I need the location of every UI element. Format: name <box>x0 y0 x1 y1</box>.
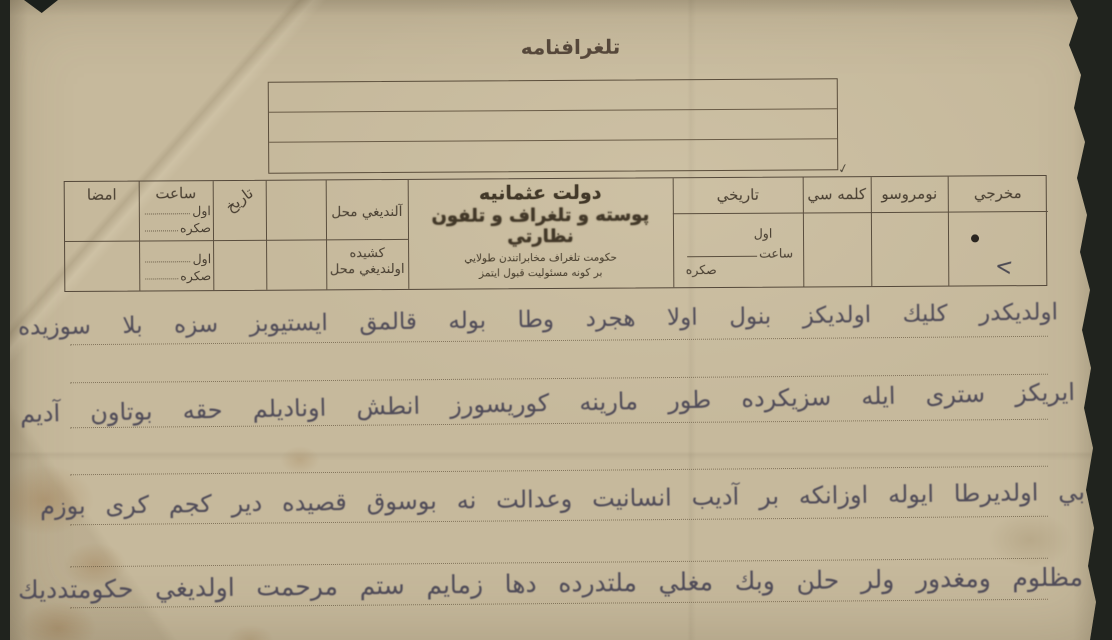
tarihi-evvel-label: اول <box>753 225 773 241</box>
saat-evvel-row <box>141 203 211 218</box>
tarihi-leader-line <box>687 256 757 257</box>
handwritten-line: اولديكدر كليك اولديكز بنول اولا هجرد وطا بوله قالمق ايستيوبز سزه بلا سوزيده <box>17 299 1059 341</box>
dotted-leader <box>145 230 178 231</box>
table-row-divider <box>673 211 1048 214</box>
column-header-imza: امضا <box>86 185 117 204</box>
column-header-tarihi: تاريخي <box>716 185 759 205</box>
handwritten-line: بي اولديرطا ايوله اوزانكه بر آديب انسانيت وعدالت نه بوسوق قصيده دير كجم كرى بوزم <box>39 477 1086 521</box>
saat-evvel-label: اول <box>192 251 212 267</box>
table-divider <box>213 181 215 290</box>
column-header-numerosu: نومروسو <box>881 184 938 204</box>
mahreci-ink-dot <box>971 234 979 242</box>
dotted-leader <box>145 261 190 262</box>
tarihi-sonra-label: صكره <box>685 262 717 278</box>
mahreci-pencil-mark: < <box>993 251 1015 282</box>
address-box-row <box>269 109 837 142</box>
table-row-divider <box>65 239 408 242</box>
column-header-kelimesi: كلمه سي <box>807 185 867 204</box>
handwritten-line: مظلوم ومغدور ولر حلن وبك مغلي ملتدرده دها زمايم ستم مرحمت اولديغي حكومتدديك <box>17 562 1084 605</box>
keside-mahal-line1: كشيده <box>349 246 385 262</box>
crest-disclaimer <box>408 250 673 282</box>
dotted-leader <box>145 213 190 214</box>
ministry-crest-panel <box>408 178 674 289</box>
tarihi-saat-label: ساعت <box>759 245 794 261</box>
crest-disclaimer-line2: بر كونه مسئوليت قبول ايتمز <box>478 266 603 280</box>
column-header-saat: ساعت <box>155 184 197 203</box>
handwritten-line: ايريكز سترى ايله سزيكرده طور مارينه كوريسورز انطش اوناديلم حقه بوتاون آديم <box>19 377 1076 429</box>
form-header-table <box>64 175 1048 292</box>
crest-ministry-name: پوسته و تلغراف و تلفون نظارتي <box>431 204 650 248</box>
column-header-tarih: تاريخ <box>221 183 257 217</box>
column-header-alindigi-mahal: آلنديغي محل <box>331 203 403 221</box>
dotted-leader <box>145 278 178 279</box>
crest-state-name: دولت عثمانيه <box>478 181 602 205</box>
address-box-row <box>269 79 837 112</box>
address-box <box>268 78 839 173</box>
saat-sonra-label: صكره <box>180 268 212 284</box>
saat-sonra-row <box>141 268 211 283</box>
address-box-row <box>269 139 837 172</box>
document-title: تلغرافنامه <box>520 34 621 60</box>
saat-evvel-label: اول <box>192 203 211 219</box>
column-header-mahreci: مخرجي <box>973 184 1022 203</box>
saat-sonra-label: صكره <box>179 220 212 236</box>
pencil-checkmark: ✓ <box>836 161 851 178</box>
crest-disclaimer-line1: حكومت تلغراف مخابراتندن طولايي <box>464 251 618 265</box>
table-divider <box>266 181 268 290</box>
keside-mahal-line2: اولنديغي محل <box>329 261 405 278</box>
saat-sonra-row <box>141 220 211 235</box>
saat-evvel-row <box>141 251 211 266</box>
